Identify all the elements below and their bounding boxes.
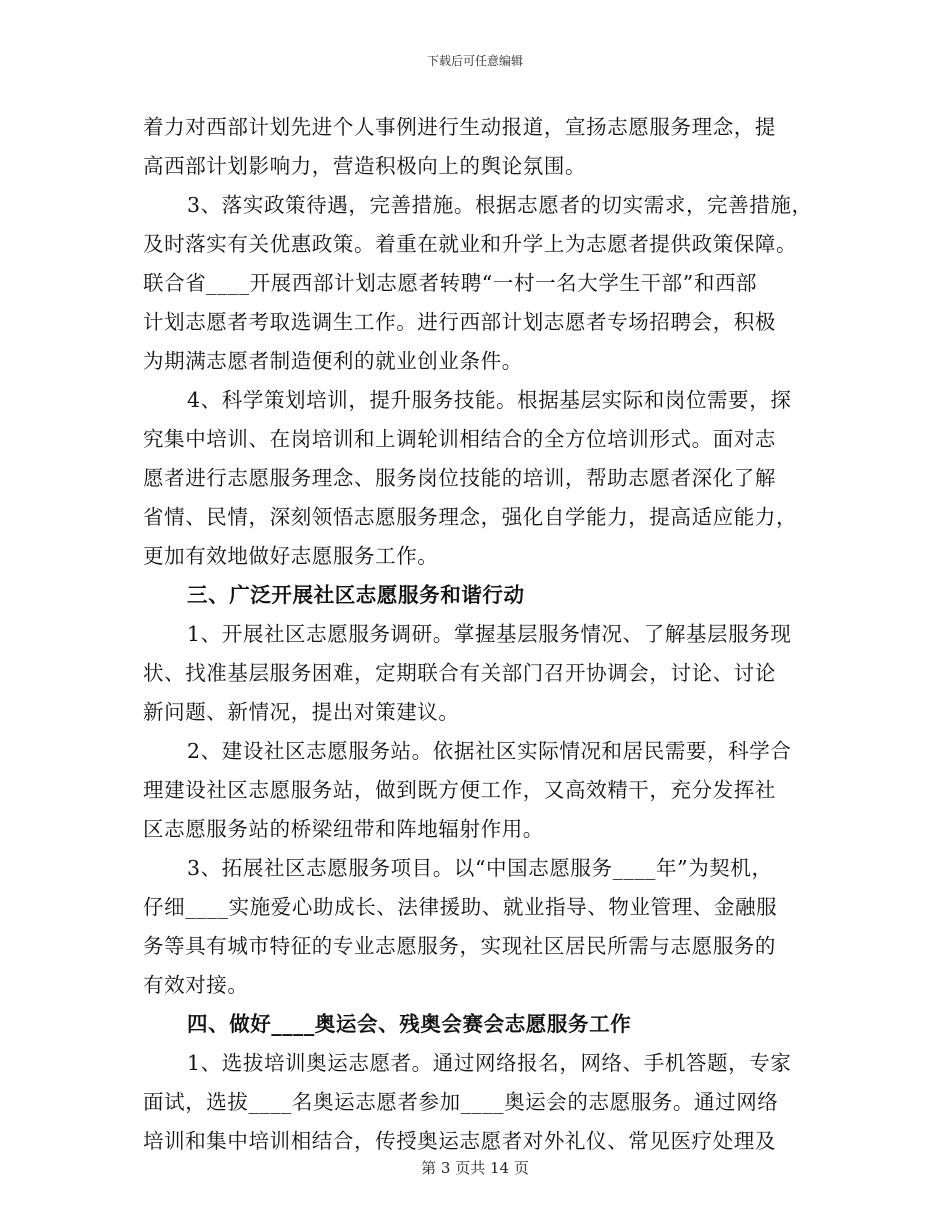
body-line: 1、开展社区志愿服务调研。掌握基层服务情况、了解基层服务现: [187, 622, 792, 646]
body-line: 联合省____开展西部计划志愿者转聘“一村一名大学生干部”和西部: [143, 271, 758, 295]
body-line: 有效对接。: [143, 973, 249, 997]
body-line: 更加有效地做好志愿服务工作。: [143, 544, 439, 568]
body-line: 区志愿服务站的桥梁纽带和阵地辐射作用。: [143, 817, 544, 841]
body-line: 计划志愿者考取选调生工作。进行西部计划志愿者专场招聘会，积极: [143, 310, 776, 334]
body-line: 3、拓展社区志愿服务项目。以“中国志愿服务____年”为契机，: [187, 856, 773, 880]
body-line: 为期满志愿者制造便利的就业创业条件。: [143, 349, 523, 373]
document-body: [143, 108, 813, 1161]
body-line: 理建设社区志愿服务站，做到既方便工作，又高效精干，充分发挥社: [143, 778, 776, 802]
page-number: 第 3 页共 14 页: [421, 1159, 529, 1177]
body-line: 究集中培训、在岗培训和上调轮训相结合的全方位培训形式。面对志: [143, 427, 776, 451]
body-line: 3、落实政策待遇，完善措施。根据志愿者的切实需求，完善措施，: [187, 193, 813, 217]
body-line: 新问题、新情况，提出对策建议。: [143, 700, 460, 724]
body-line: 1、选拔培训奥运志愿者。通过网络报名，网络、手机答题，专家: [187, 1051, 792, 1075]
body-line: 仔细____实施爱心助成长、法律援助、就业指导、物业管理、金融服: [143, 895, 778, 919]
body-line: 2、建设社区志愿服务站。依据社区实际情况和居民需要，科学合: [187, 739, 792, 763]
body-line: 4、科学策划培训，提升服务技能。根据基层实际和岗位需要，探: [187, 388, 792, 412]
body-line: 及时落实有关优惠政策。着重在就业和升学上为志愿者提供政策保障。: [143, 232, 798, 256]
body-line: 务等具有城市特征的专业志愿服务，实现社区居民所需与志愿服务的: [143, 934, 776, 958]
body-line: 状、找准基层服务困难，定期联合有关部门召开协调会，讨论、讨论: [143, 661, 776, 685]
body-line: 面试，选拔____名奥运志愿者参加____奥运会的志愿服务。通过网络: [143, 1090, 779, 1114]
body-line: 愿者进行志愿服务理念、服务岗位技能的培训，帮助志愿者深化了解: [143, 466, 776, 490]
body-line: 高西部计划影响力，营造积极向上的舆论氛围。: [143, 154, 587, 178]
body-line: 培训和集中培训相结合，传授奥运志愿者对外礼仪、常见医疗处理及: [143, 1129, 776, 1153]
section-heading: 三、广泛开展社区志愿服务和谐行动: [187, 583, 525, 607]
page-header: 下载后可任意编辑: [426, 54, 523, 68]
body-line: 省情、民情，深刻领悟志愿服务理念，强化自学能力，提高适应能力，: [143, 505, 798, 529]
body-line: 着力对西部计划先进个人事例进行生动报道，宣扬志愿服务理念，提: [143, 115, 776, 139]
section-heading: 四、做好____奥运会、残奥会赛会志愿服务工作: [187, 1012, 632, 1036]
